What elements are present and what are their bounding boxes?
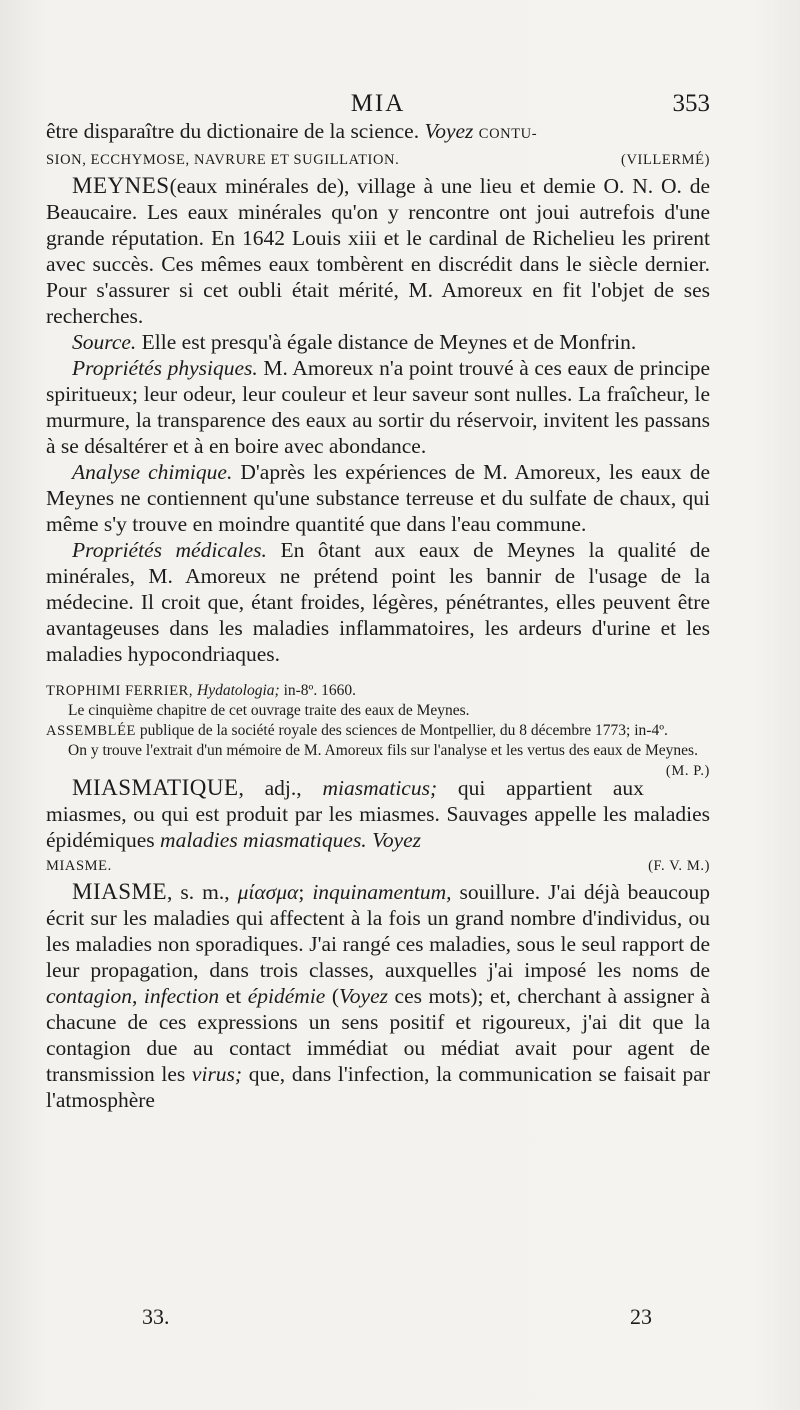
signature-mark-right: 23 bbox=[630, 1304, 652, 1329]
reference-2-note: On y trouve l'extrait d'un mémoire de M. Amoreux fils sur l'analyse et les vertus des eaux de Meynes. (M. P.) bbox=[68, 742, 710, 779]
para-medicales: Propriétés médicales. En ôtant aux eaux de Meynes la qualité de minérales, M. Amoreux ne prétend point les bannir de l'usage de la médecine. Il croit que, étant froides, légères, pénétrantes, elles peuvent être avantageuses dans les maladies inflammatoires, les ardeurs d'urine et les maladies hypocondriaques. bbox=[46, 538, 711, 666]
voyez-ref: Voyez bbox=[339, 984, 388, 1008]
voyez-ref: Voyez bbox=[372, 828, 422, 852]
entry-meynes: MEYNES(eaux minérales de), village à une lieu et demie O. N. O. de Beaucaire. Les eaux minérales qu'on y rencontre ont joui autrefois d'une grande réputation. En 1642 Louis xiii et le cardinal de Richelieu les prirent avec succès. Ces mêmes eaux tombèrent en discrédit dans le siècle dernier. Pour s'assurer si cet oubli était mérité, M. Amoreux en fit l'objet de ses recherches. bbox=[46, 173, 710, 328]
intro-line-1: être disparaître du dictionaire de la science. Voyez CONTU- bbox=[46, 119, 538, 143]
intro-line-2: SION, ECCHYMOSE, NAVRURE ET SUGILLATION. (VILLERMÉ) bbox=[46, 147, 710, 173]
para-source: Source. Elle est presqu'à égale distance de Meynes et de Monfrin. bbox=[72, 330, 637, 354]
section-label: Propriétés médicales. bbox=[72, 538, 267, 562]
page-number: 353 bbox=[672, 90, 710, 117]
author-signature: (VILLERMÉ) bbox=[621, 152, 710, 168]
para-analyse: Analyse chimique. D'après les expériences de M. Amoreux, les eaux de Meynes ne contiennent qu'une substance terreuse et du sulfate de chaux, qui même s'y trouve en moindre quantité que dans l'eau commune. bbox=[46, 460, 711, 536]
section-label: Analyse chimique. bbox=[72, 460, 233, 484]
running-title: MIA bbox=[350, 90, 406, 117]
entry-heading: MIASMATIQUE bbox=[72, 775, 239, 800]
reference-1-note: Le cinquième chapitre de cet ouvrage traite des eaux de Meynes. bbox=[68, 702, 470, 719]
entry-miasme: MIASME, s. m., μίασμα; inquinamentum, souillure. J'ai déjà beaucoup écrit sur les maladies qui affectent à la fois un grand nombre d'individus, ou les maladies non sporadiques. J'ai rangé ces maladies, sous le seul rapport de leur propagation, dans trois classes, auxquelles j'ai imposé les noms de contagion, infection et épidémie (Voyez ces mots); et, cherchant à assigner à chacune de ces expressions un sens positif et rigoureux, j'ai dit que la contagion due au contact immédiat ou médiat avait pour agent de transmission les virus; que, dans l'infection, la communication se faisait par l'atmosphère bbox=[46, 879, 711, 1112]
reference-2: ASSEMBLÉE publique de la société royale des sciences de Montpellier, du 8 décembre 1773; in-4º. bbox=[46, 722, 668, 739]
page-body bbox=[46, 118, 710, 1113]
bibliography bbox=[46, 681, 710, 779]
section-label: Source. bbox=[72, 330, 137, 354]
printer-signatures bbox=[46, 1304, 710, 1334]
miasmatique-see: MIASME. (F. V. M.) bbox=[46, 853, 710, 879]
voyez-ref: Voyez bbox=[424, 119, 474, 143]
greek-term: μίασμα bbox=[237, 880, 299, 904]
signature-mark-left: 33. bbox=[142, 1304, 170, 1329]
entry-heading: MEYNES bbox=[72, 173, 170, 198]
para-physiques: Propriétés physiques. M. Amoreux n'a point trouvé à ces eaux de principe spiritueux; leur odeur, leur couleur et leur saveur sont nulles. La fraîcheur, le murmure, la transparence des eaux au sortir du réservoir, invitent les passans à se désaltérer et à en boire avec abondance. bbox=[46, 356, 710, 458]
author-signature: (F. V. M.) bbox=[648, 858, 710, 874]
entry-heading: MIASME bbox=[72, 879, 168, 904]
reference-1: TROPHIMI FERRIER, Hydatologia; in-8º. 1660. bbox=[46, 682, 356, 699]
author-signature: (M. P.) bbox=[665, 763, 710, 779]
entry-miasmatique: MIASMATIQUE, adj., miasmaticus; qui appartient aux miasmes, ou qui est produit par les miasmes. Sauvages appelle les maladies épidémiques maladies miasmatiques. Voyez bbox=[46, 775, 710, 852]
section-label: Propriétés physiques. bbox=[72, 356, 258, 380]
